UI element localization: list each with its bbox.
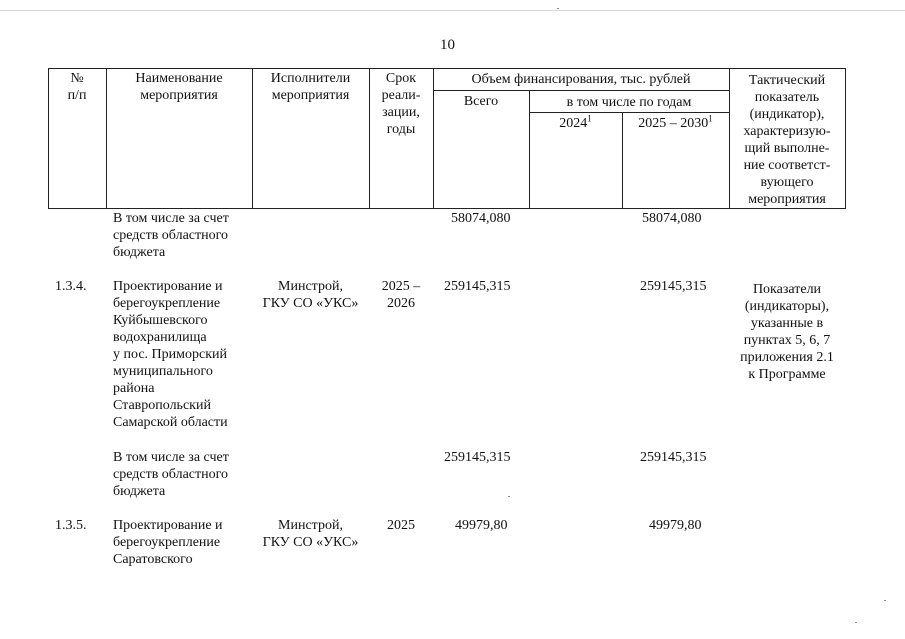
row-executors: Минстрой, ГКУ СО «УКС» xyxy=(262,279,359,311)
scan-edge-line xyxy=(0,10,905,11)
row-2025-2030: 259145,315 xyxy=(640,450,707,465)
header-year-2024: 2024$^1$ xyxy=(559,113,592,131)
page-number: 10 xyxy=(440,37,455,53)
row-2025-2030: 259145,315 xyxy=(640,279,707,294)
row-total: 49979,80 xyxy=(455,518,508,533)
row-name: В том числе за счет средств областного бюджета xyxy=(113,450,229,499)
header-total: Всего xyxy=(463,94,499,109)
row-term: 2025 xyxy=(387,518,415,533)
header-name: Наименование мероприятия xyxy=(135,71,223,103)
row-2025-2030: 58074,080 xyxy=(642,211,702,226)
header-term: Срок реали- зации, годы xyxy=(381,71,421,137)
row-name: В том числе за счет средств областного бюджета xyxy=(113,211,229,260)
header-indicator: Тактический показатель (индикатор), характеризую- щий выполне- ние соответст- вующего мероприятия xyxy=(743,73,831,207)
header-num: № п/п xyxy=(67,71,87,103)
row-total: 259145,315 xyxy=(444,279,511,294)
row-2025-2030: 49979,80 xyxy=(649,518,702,533)
row-total: 58074,080 xyxy=(451,211,511,226)
row-executors: Минстрой, ГКУ СО «УКС» xyxy=(262,518,359,550)
scan-speck xyxy=(508,496,510,497)
row-num: 1.3.4. xyxy=(55,279,87,294)
row-name: Проектирование и берегоукрепление Куйбышевского водохранилища у пос. Приморский муниципального района Ставропольский Самарской области xyxy=(113,279,228,430)
row-indicator: Показатели (индикаторы), указанные в пунктах 5, 6, 7 приложения 2.1 к Программе xyxy=(740,282,834,382)
scan-speck xyxy=(884,600,886,601)
header-executors: Исполнители мероприятия xyxy=(270,71,351,103)
scan-speck xyxy=(557,8,559,9)
scan-speck xyxy=(855,622,857,623)
row-name: Проектирование и берегоукрепление Саратовского xyxy=(113,518,223,567)
row-total: 259145,315 xyxy=(444,450,511,465)
header-year-2025-2030: 2025 – 2030$^1$ xyxy=(638,113,713,131)
row-term: 2025 – 2026 xyxy=(381,279,421,311)
header-financing: Объем финансирования, тыс. рублей xyxy=(471,72,691,87)
row-num: 1.3.5. xyxy=(55,518,87,533)
header-by-years: в том числе по годам xyxy=(566,95,692,110)
